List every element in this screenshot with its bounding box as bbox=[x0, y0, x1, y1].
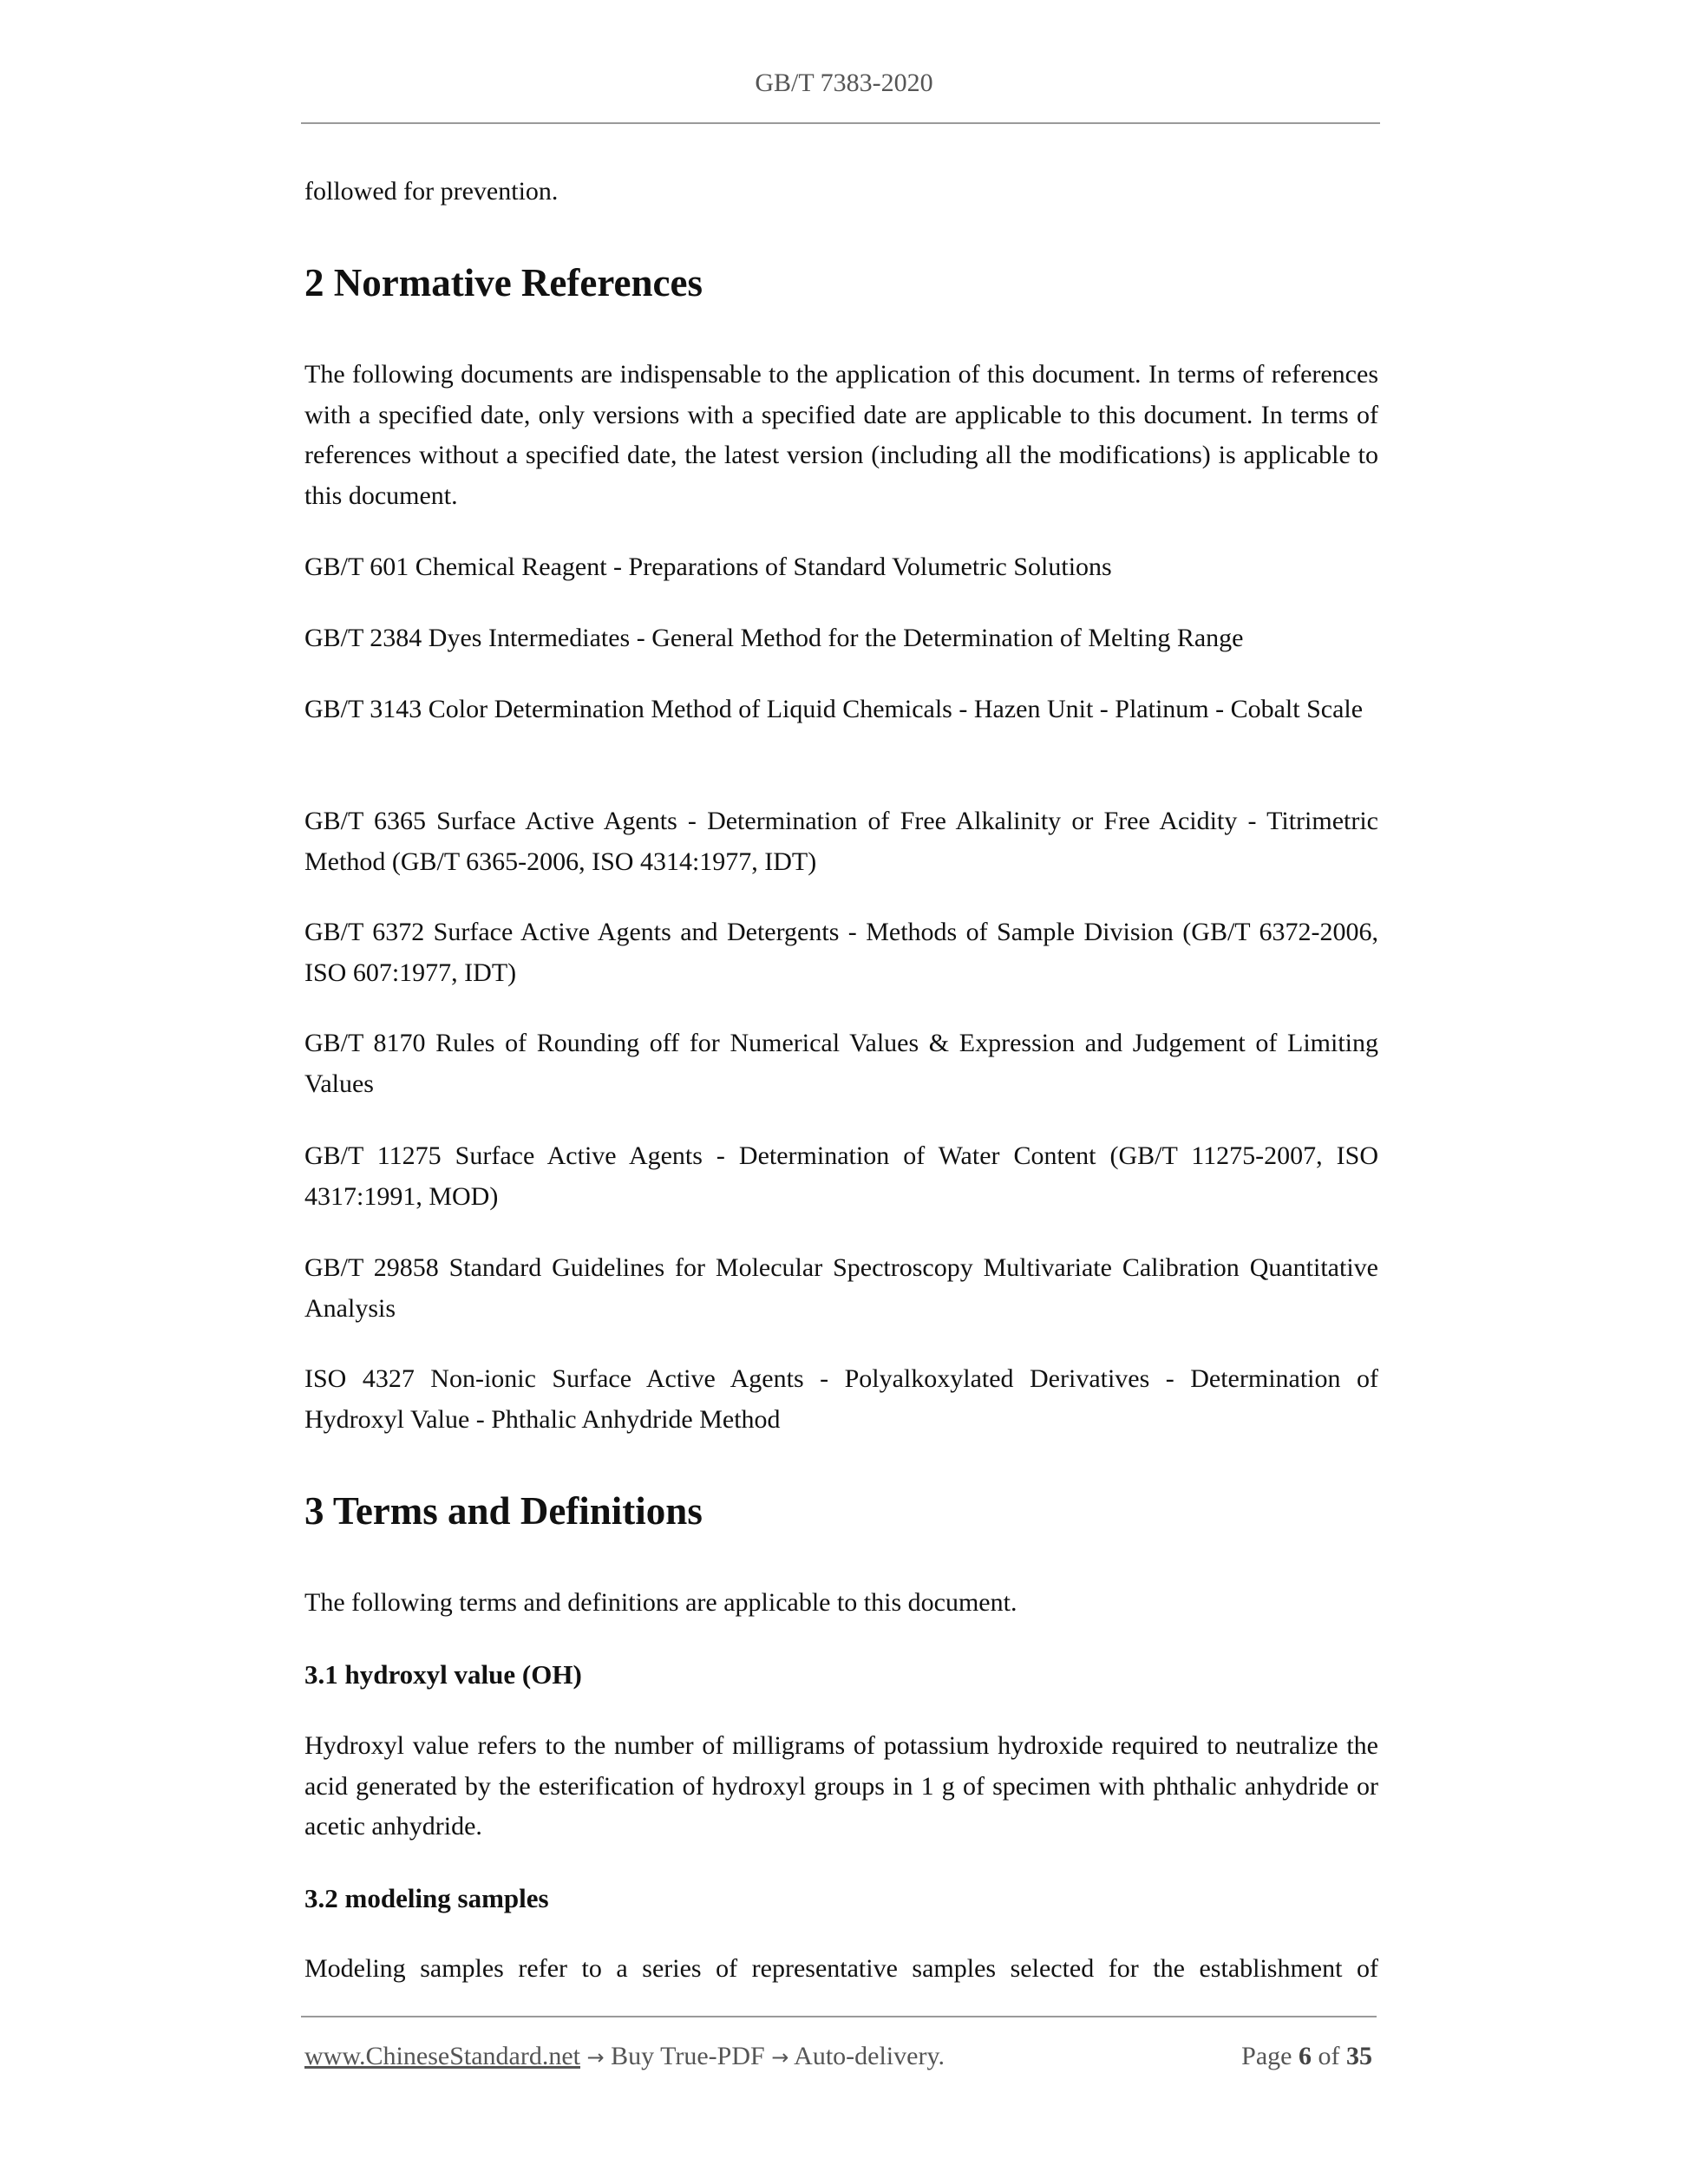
footer-step-buy: Buy True-PDF bbox=[611, 2042, 765, 2070]
section-2-intro: The following documents are indispensable to the application of this document. In terms of references with a specified date, only versions with a specified date are applicable to this document. In terms of references without a specified date, the latest version (including all the modifications) is applicable to this document. bbox=[304, 360, 1378, 510]
arrow-right-icon: → bbox=[586, 2045, 605, 2070]
arrow-right-icon: → bbox=[771, 2045, 789, 2070]
section-3-heading: 3 Terms and Definitions bbox=[304, 1489, 703, 1533]
term-definition: Hydroxyl value refers to the number of milligrams of potassium hydroxide required to neutralize the acid generated by the esterification of hydroxyl groups in 1 g of specimen with phthalic anhydride or acetic anhydride. bbox=[304, 1731, 1378, 1841]
term-definition: Modeling samples refer to a series of representative samples selected for the establishment of bbox=[304, 1954, 1378, 1983]
page-label: Page bbox=[1241, 2042, 1292, 2070]
running-header-title: GB/T 7383-2020 bbox=[755, 69, 933, 97]
page-current: 6 bbox=[1299, 2042, 1312, 2070]
reference-item: GB/T 6372 Surface Active Agents and Detergents - Methods of Sample Division (GB/T 6372-2006, ISO 607:1977, IDT) bbox=[304, 918, 1378, 987]
reference-item: GB/T 11275 Surface Active Agents - Determination of Water Content (GB/T 11275-2007, ISO 4317:1991, MOD) bbox=[304, 1141, 1378, 1211]
header-divider bbox=[301, 122, 1380, 124]
reference-item: GB/T 8170 Rules of Rounding off for Numerical Values & Expression and Judgement of Limiting Values bbox=[304, 1029, 1378, 1098]
reference-item: GB/T 2384 Dyes Intermediates - General Method for the Determination of Melting Range bbox=[304, 624, 1244, 652]
section-3-intro: The following terms and definitions are applicable to this document. bbox=[304, 1588, 1017, 1617]
page-total: 35 bbox=[1346, 2042, 1372, 2070]
website-link[interactable]: www.ChineseStandard.net bbox=[304, 2042, 580, 2070]
footer-step-delivery: Auto-delivery. bbox=[794, 2042, 945, 2070]
reference-item: GB/T 29858 Standard Guidelines for Molecular Spectroscopy Multivariate Calibration Quantitative Analysis bbox=[304, 1253, 1378, 1323]
page-indicator bbox=[1202, 2038, 1372, 2075]
term-heading: 3.1 hydroxyl value (OH) bbox=[304, 1659, 582, 1690]
reference-item: GB/T 6365 Surface Active Agents - Determination of Free Alkalinity or Free Acidity - Titrimetric Method (GB/T 6365-2006, ISO 4314:1977, IDT) bbox=[304, 807, 1378, 876]
term-heading: 3.2 modeling samples bbox=[304, 1883, 549, 1913]
reference-item: ISO 4327 Non-ionic Surface Active Agents - Polyalkoxylated Derivatives - Determination of Hydroxyl Value - Phthalic Anhydride Method bbox=[304, 1364, 1378, 1434]
footer-promo bbox=[304, 2038, 945, 2076]
section-2-heading: 2 Normative References bbox=[304, 261, 703, 304]
footer-divider bbox=[301, 2016, 1377, 2017]
page-of-label: of bbox=[1318, 2042, 1340, 2070]
continuation-text: followed for prevention. bbox=[304, 177, 559, 206]
reference-item: GB/T 601 Chemical Reagent - Preparations of Standard Volumetric Solutions bbox=[304, 553, 1112, 581]
reference-item: GB/T 3143 Color Determination Method of Liquid Chemicals - Hazen Unit - Platinum - Cobalt Scale bbox=[304, 695, 1364, 723]
